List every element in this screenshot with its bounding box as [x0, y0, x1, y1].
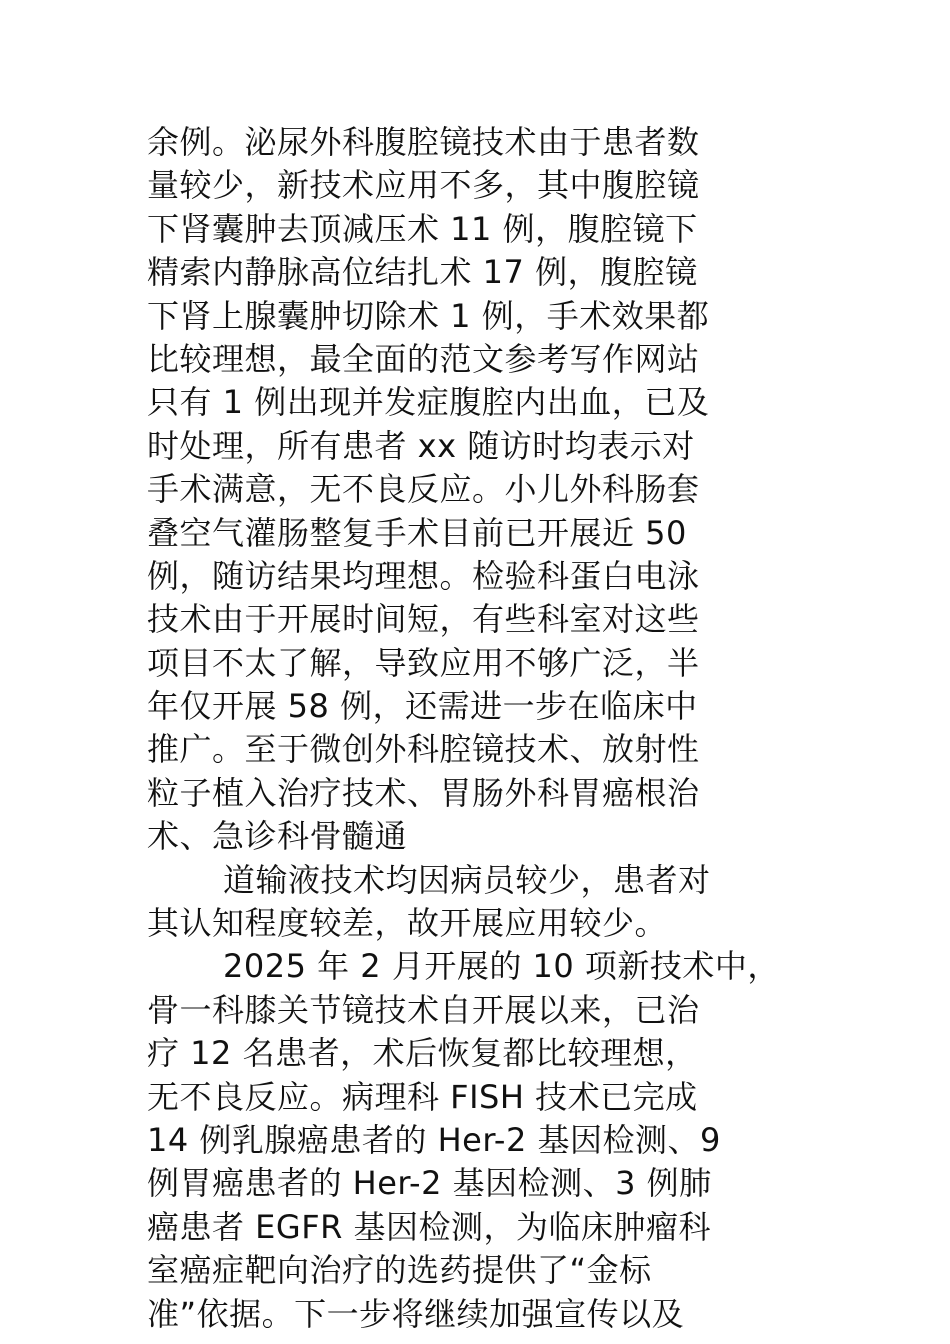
- text-line: 骨一科膝关节镜技术自开展以来，已治: [147, 990, 700, 1029]
- text-line: 无不良反应。病理科 FISH 技术已完成: [147, 1077, 698, 1116]
- text-line: 精索内静脉高位结扎术 17 例，腹腔镜: [147, 253, 698, 292]
- text-line: 叠空气灌肠整复手术目前已开展近 50: [147, 513, 687, 552]
- paragraph-start-line: 2025 年 2 月开展的 10 项新技术中，: [223, 947, 780, 986]
- text-line: 疗 12 名患者，术后恢复都比较理想，: [147, 1034, 698, 1073]
- text-line: 癌患者 EGFR 基因检测，为临床肿瘤科: [147, 1207, 712, 1246]
- text-line: 比较理想，最全面的范文参考写作网站: [147, 339, 700, 378]
- text-line: 余例。泌尿外科腹腔镜技术由于患者数: [147, 123, 700, 161]
- text-line: 粒子植入治疗技术、胃肠外科胃癌根治: [147, 773, 700, 812]
- text-line: 例胃癌患者的 Her-2 基因检测、3 例肺: [147, 1164, 712, 1203]
- body-text: [147, 121, 812, 1336]
- text-line: 量较少，新技术应用不多，其中腹腔镜: [147, 166, 700, 205]
- text-line: 例，随访结果均理想。检验科蛋白电泳: [147, 556, 700, 595]
- text-line: 其认知程度较差，故开展应用较少。: [147, 904, 668, 943]
- paragraph-start-line: 道输液技术均因病员较少，患者对: [223, 860, 711, 899]
- text-line: 下肾上腺囊肿切除术 1 例，手术效果都: [147, 296, 710, 335]
- text-line: 下肾囊肿去顶减压术 11 例，腹腔镜下: [147, 209, 698, 248]
- text-line: 技术由于开展时间短，有些科室对这些: [147, 600, 700, 639]
- text-line: 时处理，所有患者 xx 随访时均表示对: [147, 426, 695, 465]
- text-line: 年仅开展 58 例，还需进一步在临床中: [147, 687, 698, 726]
- text-line: 只有 1 例出现并发症腹腔内出血，已及: [147, 383, 710, 422]
- text-line: 术、急诊科骨髓通: [147, 817, 408, 856]
- text-line: 项目不太了解，导致应用不够广泛，半: [147, 643, 700, 682]
- text-line: 室癌症靶向治疗的选药提供了“金标: [147, 1251, 652, 1290]
- text-line: 14 例乳腺癌患者的 Her-2 基因检测、9: [147, 1120, 721, 1159]
- text-line: 手术满意，无不良反应。小儿外科肠套: [147, 470, 700, 509]
- text-line: 推广。至于微创外科腔镜技术、放射性: [147, 730, 700, 769]
- text-line: 准”依据。下一步将继续加强宣传以及: [147, 1294, 685, 1333]
